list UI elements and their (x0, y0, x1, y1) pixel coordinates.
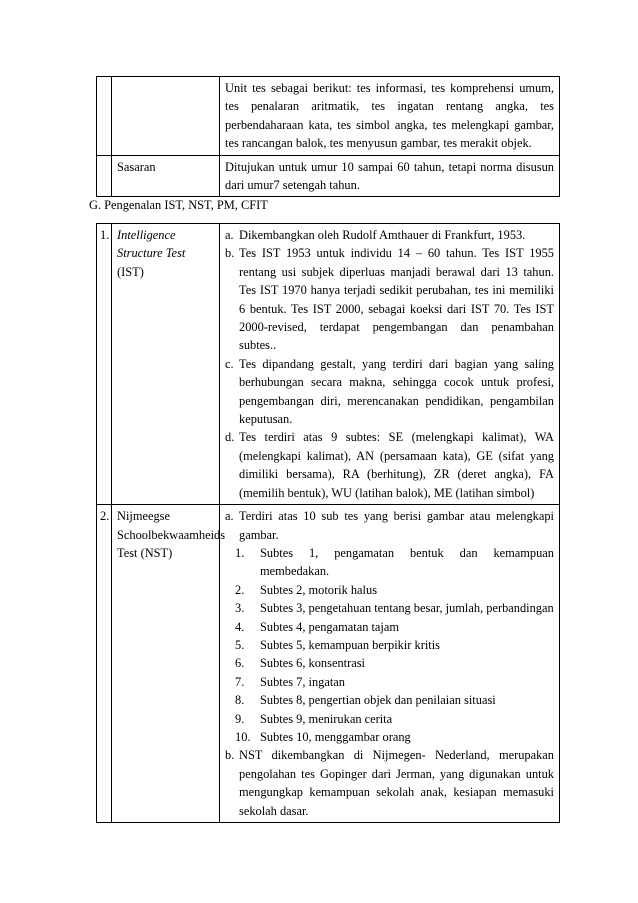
test-name: Intelligence Structure Test (IST) (112, 224, 220, 505)
list-item: 6. Subtes 6, konsentrasi (235, 656, 365, 671)
list-item: 2. Subtes 2, motorik halus (235, 582, 378, 597)
row-number: 2. (97, 505, 112, 823)
list-item: 5. Subtes 5, kemampuan berpikir kritis (235, 637, 440, 652)
table-row (97, 224, 560, 505)
test-table (96, 223, 560, 823)
table-cell-empty (112, 77, 220, 156)
list-item: 7. Subtes 7, ingatan (235, 674, 346, 689)
table-row (97, 505, 560, 823)
list-item: a. Dikembangkan oleh Rudolf Amthauer di Frankfurt, 1953. (225, 228, 526, 242)
list-item: b. NST dikembangkan di Nijmegen- Nederland, merupakan pengolahan tes Gopinger dari Jerman, yang digunakan untuk mengungkap kemampuan sekolah anak, kesiapan memasuki sekolah dasar. (225, 748, 554, 818)
list-item: 3. Subtes 3, pengetahuan tentang besar, jumlah, perbandingan (235, 601, 554, 616)
test-description (220, 505, 560, 823)
unit-tes-text: Unit tes sebagai berikut: tes informasi, tes komprehensi umum, tes penalaran aritmatik, tes ingatan rentang angka, tes perbendaharaan kata, tes simbol angka, tes melengkapi gambar, tes rancangan balok, tes menyusun gambar, tes merakit objek. (220, 77, 560, 156)
sasaran-label: Sasaran (112, 155, 220, 197)
row-number: 1. (97, 224, 112, 505)
table-row (97, 77, 560, 156)
table-cell-empty (97, 155, 112, 197)
list-item: 1. Subtes 1, pengamatan bentuk dan kemampuan membedakan. (235, 545, 554, 579)
list-item: 9. Subtes 9, menirukan cerita (235, 711, 393, 726)
test-description (220, 224, 560, 505)
section-heading: G. Pengenalan IST, NST, PM, CFIT (89, 198, 268, 212)
list-item: 4. Subtes 4, pengamatan tajam (235, 619, 400, 634)
subtest-list (225, 544, 554, 746)
list-item: 10. Subtes 10, menggambar orang (235, 729, 411, 744)
sasaran-text: Ditujukan untuk umur 10 sampai 60 tahun, tetapi norma disusun dari umur7 setengah tahun. (220, 155, 560, 197)
list-item: b. Tes IST 1953 untuk individu 14 – 60 tahun. Tes IST 1955 rentang usi subjek diperluas manjadi berawal dari 13 tahun. Tes IST 1970 hanya terjadi sedikit perubahan, tes ini memiliki 6 bentuk. Tes IST 2000, sebagai koeksi dari IST 70. Tes IST 2000-revised, terdapat pengembangan dan penambahan subtes.. (225, 246, 554, 353)
table-row (97, 155, 560, 197)
list-item: d. Tes terdiri atas 9 subtes: SE (melengkapi kalimat), WA (melengkapi kalimat), AN (persamaan kata), GE (sifat yang dimiliki bersama), RA (berhitung), ZR (deret angka), FA (memilih bentuk), WU (latihan balok), ME (latihan simbol) (225, 430, 554, 500)
continued-table (96, 76, 560, 197)
list-item: c. Tes dipandang gestalt, yang terdiri dari bagian yang saling berhubungan secara makna, sehingga cocok untuk profesi, pengembangan diri, merencanakan pendidikan, pengambilan keputusan. (225, 356, 554, 427)
table-cell-empty (97, 77, 112, 156)
list-item: 8. Subtes 8, pengertian objek dan penilaian situasi (235, 693, 496, 708)
test-name: Nijmeegse Schoolbekwaamheids Test (NST) (112, 505, 220, 823)
list-item: a. Terdiri atas 10 sub tes yang berisi gambar atau melengkapi gambar. (225, 509, 554, 542)
